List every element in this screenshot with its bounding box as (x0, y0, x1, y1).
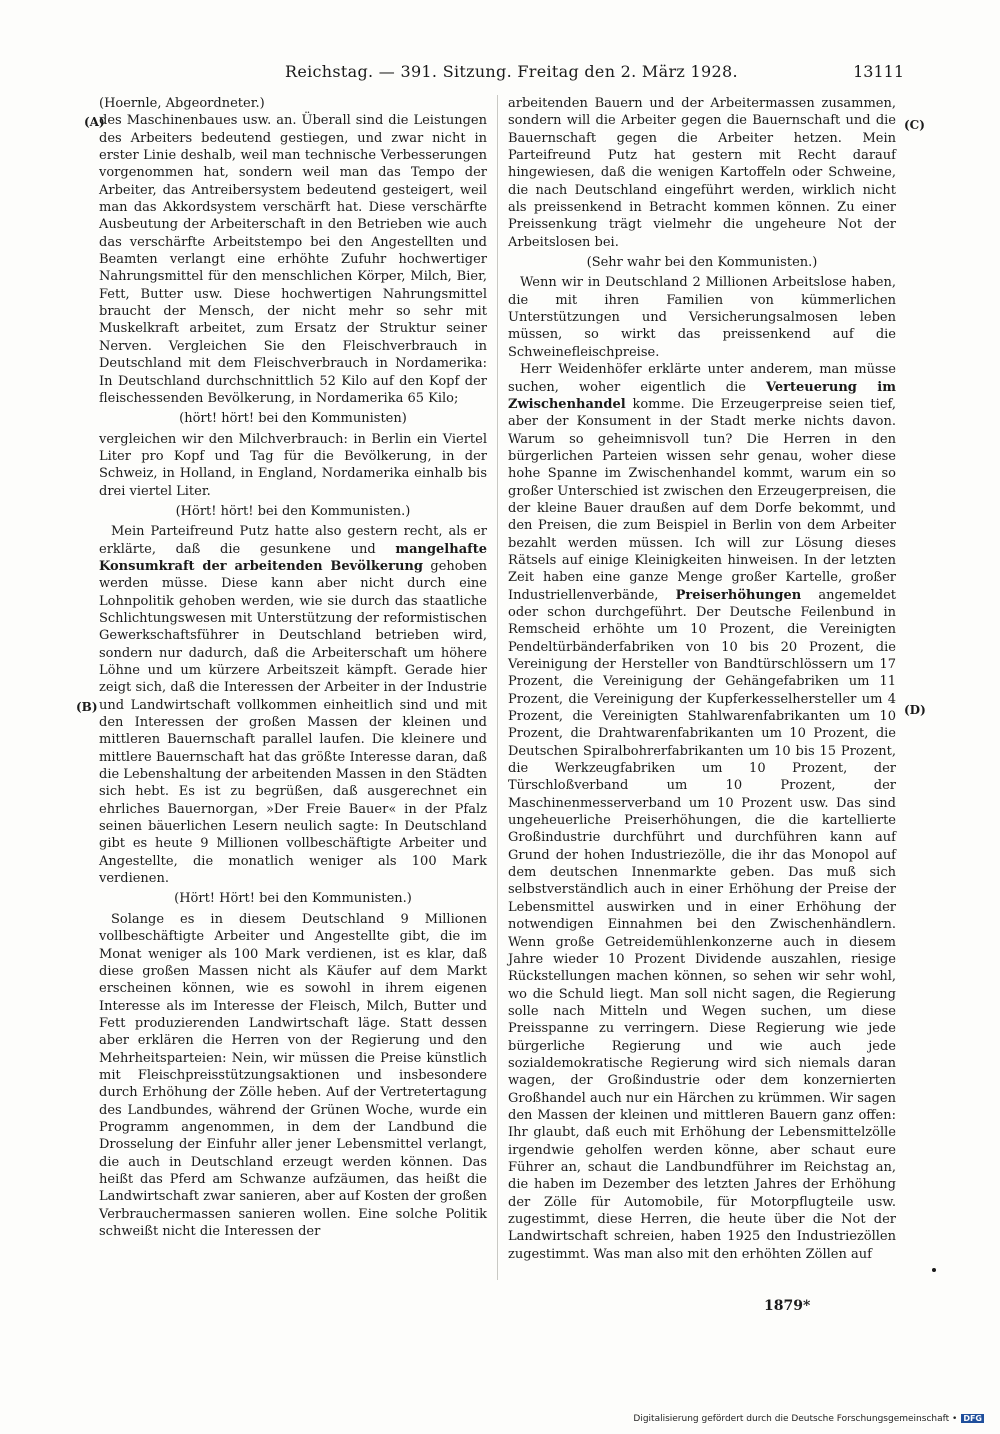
margin-letter-a: (A) (84, 115, 105, 129)
emphasis: mangelhafte Konsumkraft der arbeitenden Bevölkerung (99, 541, 487, 574)
margin-letter-d: (D) (904, 703, 926, 717)
running-title: Reichstag. — 391. Sitzung. Freitag den 2. März 1928. (285, 62, 738, 81)
text-run: gehoben werden müsse. Diese kann aber nicht durch eine Lohnpolitik gehoben werden, wie sie durch das staatliche Schlichtungswesen mit Unterstützung der reformistischen Gewerkschaftsführer in Deutschland betrieben wird, sondern nur dadurch, daß die Arbeiterschaft um höhere Löhne und um kürzere Arbeitszeit kämpft. Gerade hier zeigt sich, daß die Interessen der Arbeiter in der Industrie und Landwirtschaft vollkommen einheitlich sind und mit den Interessen der großen Massen der kleinen und mittleren Bauernschaft parallel laufen. Die kleinere und mittlere Bauernschaft hat das größte Interesse daran, daß die Lebenshaltung der arbeitenden Massen in den Städten sich hebt. Es ist zu begrüßen, daß ausgerechnet ein ehrliches Bauernorgan, »Der Freie Bauer« in der Pfalz seinen bäuerlichen Lesern neulich sagte: In Deutschland gibt es heute 9 Millionen vollbeschäftigte Arbeiter und Angestellte, die monatlich weniger als 100 Mark verdienen. (99, 558, 488, 887)
interjection: (hört! hört! bei den Kommunisten) (179, 411, 407, 427)
interjection: (Hört! Hört! bei den Kommunisten.) (174, 891, 412, 907)
margin-letter-c: (C) (904, 118, 925, 132)
column-divider (497, 95, 498, 1280)
footer-credit (633, 1414, 984, 1424)
text-run: angemeldet oder schon durchgeführt. Der Deutsche Feilenbund in Remscheid erhöhte um 10 Prozent, die Vereinigten Pendeltürbänderfabriken von 10 bis 20 Prozent, die Vereinigung der Hersteller von Bandtürschlössern um 17 Prozent, die Vereinigung der Gehängefabriken um 11 Prozent, die Vereinigung der Kupferkesselhersteller um 4 Prozent, die Vereinigten Stahlwarenfabrikanten um 10 Prozent, die Drahtwarenfabrikanten um 10 Prozent, die Deutschen Spiralbohrerfabrikanten um 10 bis 15 Prozent, die Werkzeugfabriken um 10 Prozent, der Türschloßverband um 10 Prozent, der Maschinenmesserverband um 10 Prozent usw. Das sind ungeheuerliche Preiserhöhungen, die die kartellierte Großindustrie durchführt und durchführen kann auf Grund der hohen Industriezölle, die ihr das Monopol auf dem deutschen Innenmarkte geben. Das muß sich selbstverständlich auch in einer Erhöhung der Preise der Lebensmittel auswirken und in einer Erhöhung der notwendigen Einnahmen bei den Zwischenhändlern. Wenn große Getreidemühlenkonzerne auch in diesem Jahre wieder 10 Prozent Dividende auszahlen, riesige Rückstellungen machen können, so sehen wir sehr wohl, wo die Schuld liegt. Man soll nicht sagen, die Regierung solle nach Mitteln und Wegen suchen, um diese Preisspanne zu verringern. Diese Regierung wie jede bürgerliche Regierung und wie auch jede sozialdemokratische Regierung wird sich niemals daran wagen, der Großindustrie oder dem konzernierten Großhandel auch nur ein Härchen zu krümmen. Wir sagen den Massen der kleinen und mittleren Bauern ganz offen: Ihr glaubt, daß euch mit Erhöhung der Lebensmittelzölle irgendwie geholfen werden könne, aber schaut eure Führer an, schaut die Landbundführer im Reichstag an, die haben im Dezember des letzten Jahres der Erhöhung der Zölle für Automobile, für Motorpflugteile usw. zugestimmt, diese Herren, die heute über die Not der Landwirtschaft schreien, haben 1925 den Industriezöllen zugestimmt. Was man also mit den erhöhten Zöllen auf (508, 587, 896, 1262)
paragraph (99, 523, 487, 887)
left-column (99, 95, 487, 1240)
right-column (508, 95, 896, 1263)
paragraph (508, 361, 896, 1263)
margin-dot (932, 1268, 936, 1272)
interjection: (Sehr wahr bei den Kommunisten.) (586, 255, 818, 271)
speaker-line: (Hoernle, Abgeordneter.) (99, 96, 265, 111)
paragraph: vergleichen wir den Milchverbrauch: in Berlin ein Viertel Liter pro Kopf und Tag für die Bevölkerung, in der Schweiz, in Holland, in England, Nordamerika einhalb bis drei viertel Liter. (99, 431, 487, 499)
emphasis: Verteuerung im Zwischenhandel (508, 379, 897, 412)
page-number: 13111 (853, 62, 904, 81)
text-run: Herr Weidenhöfer erklärte unter anderem, man müsse suchen, woher eigentlich die (508, 362, 896, 395)
text-run: komme. Die Erzeugerpreise seien tief, aber der Konsument in der Stadt merke nichts davon. Warum so geheimnisvoll tun? Die Herren in den bürgerlichen Parteien wissen sehr genau, woher diese hohe Spanne im Zwischenhandel kommt, warum ein so großer Unterschied ist zwischen den Erzeugerpreisen, die der kleine Bauer draußen auf dem Dorfe bekommt, und den Preisen, die zum Beispiel in Berlin von dem Arbeiter bezahlt werden müssen. Ich will zur Lösung dieses Rätsels auf einige Kleinigkeiten hinweisen. In der letzten Zeit haben eine ganze Menge großer Kartelle, großer Industriellenverbände, (508, 396, 896, 603)
margin-letter-b: (B) (76, 700, 98, 714)
paragraph: Wenn wir in Deutschland 2 Millionen Arbeitslose haben, die mit ihren Familien von kümmerlichen Unterstützungen und Versicherungsalmosen leben müssen, so wirkt das preissenkend auf die Schweinefleischpreise. (508, 275, 896, 360)
emphasis: Preiserhöhungen (675, 587, 802, 603)
page-header (100, 62, 904, 86)
paragraph: Solange es in diesem Deutschland 9 Millionen vollbeschäftigte Arbeiter und Angestellte gibt, die im Monat weniger als 100 Mark verdienen, ist es klar, daß diese großen Massen nicht als Käufer auf dem Markt erscheinen können, wie es sowohl in ihrem eigenen Interesse als im Interesse der Fleisch, Milch, Butter und Fett produzierenden Landwirtschaft läge. Statt dessen aber erklären die Herren von der Regierung und den Mehrheitsparteien: Nein, wir müssen die Preise künstlich mit Fleischpreisstützungsaktionen und insbesondere durch Erhöhung der Zölle heben. Auf der Vertretertagung des Landbundes, während der Grünen Woche, wurde ein Programm angenommen, in dem der Landbund die Drosselung der Einfuhr aller jener Lebensmittel verlangt, die auch in Deutschland erzeugt werden können. Das heißt das Pferd am Schwanze aufzäumen, das heißt die Landwirtschaft zwar sanieren, aber auf Kosten der großen Verbrauchermassen sanieren wollen. Eine solche Politik schweißt nicht die Interessen der (99, 911, 487, 1239)
text-run: Mein Parteifreund Putz hatte also gestern recht, als er erklärte, daß die gesunkene und (99, 524, 487, 557)
signature-mark: 1879* (764, 1298, 811, 1314)
paragraph: des Maschinenbaues usw. an. Überall sind die Leistungen des Arbeiters bedeutend gestiegen, und zwar nicht in erster Linie deshalb, weil man technische Verbesserungen vorgenommen hat, sondern weil man das Tempo der Arbeiter, das Antreibersystem bedeutend gesteigert, weil man das Akkordsystem verschärft hat. Diese verschärfte Ausbeutung der Arbeiterschaft in den Betrieben wie auch das verschärfte Arbeitstempo bei den Angestellten und Beamten verlangt eine erhöhte Zufuhr hochwertiger Nahrungsmittel für den menschlichen Körper, Milch, Bier, Fett, Butter usw. Diese hochwertigen Nahrungsmittel braucht der Mensch, der nicht mehr so sehr mit Muskelkraft arbeitet, zum Ersatz der Struktur seiner Nerven. Vergleichen Sie den Fleischverbrauch in Deutschland mit dem Fleischverbrauch in Nordamerika: In Deutschland durchschnittlich 52 Kilo auf den Kopf der fleischessenden Bevölkerung, in Nordamerika 65 Kilo; (99, 113, 487, 406)
footer-credit-text: Digitalisierung gefördert durch die Deutsche Forschungsgemeinschaft • (633, 1414, 958, 1424)
interjection: (Hört! hört! bei den Kommunisten.) (175, 503, 411, 519)
dfg-logo: DFG (963, 1414, 982, 1423)
paragraph: arbeitenden Bauern und der Arbeitermassen zusammen, sondern will die Arbeiter gegen die Bauernschaft und die Bauernschaft gegen die Arbeiter hetzen. Mein Parteifreund Putz hat gestern mit Recht darauf hingewiesen, daß die wenigen Kartoffeln oder Schweine, die nach Deutschland eingeführt werden, wirklich nicht als preissenkend in Betracht kommen können. Zu einer Preissenkung trägt vielmehr die ungeheure Not der Arbeitslosen bei. (508, 96, 896, 250)
